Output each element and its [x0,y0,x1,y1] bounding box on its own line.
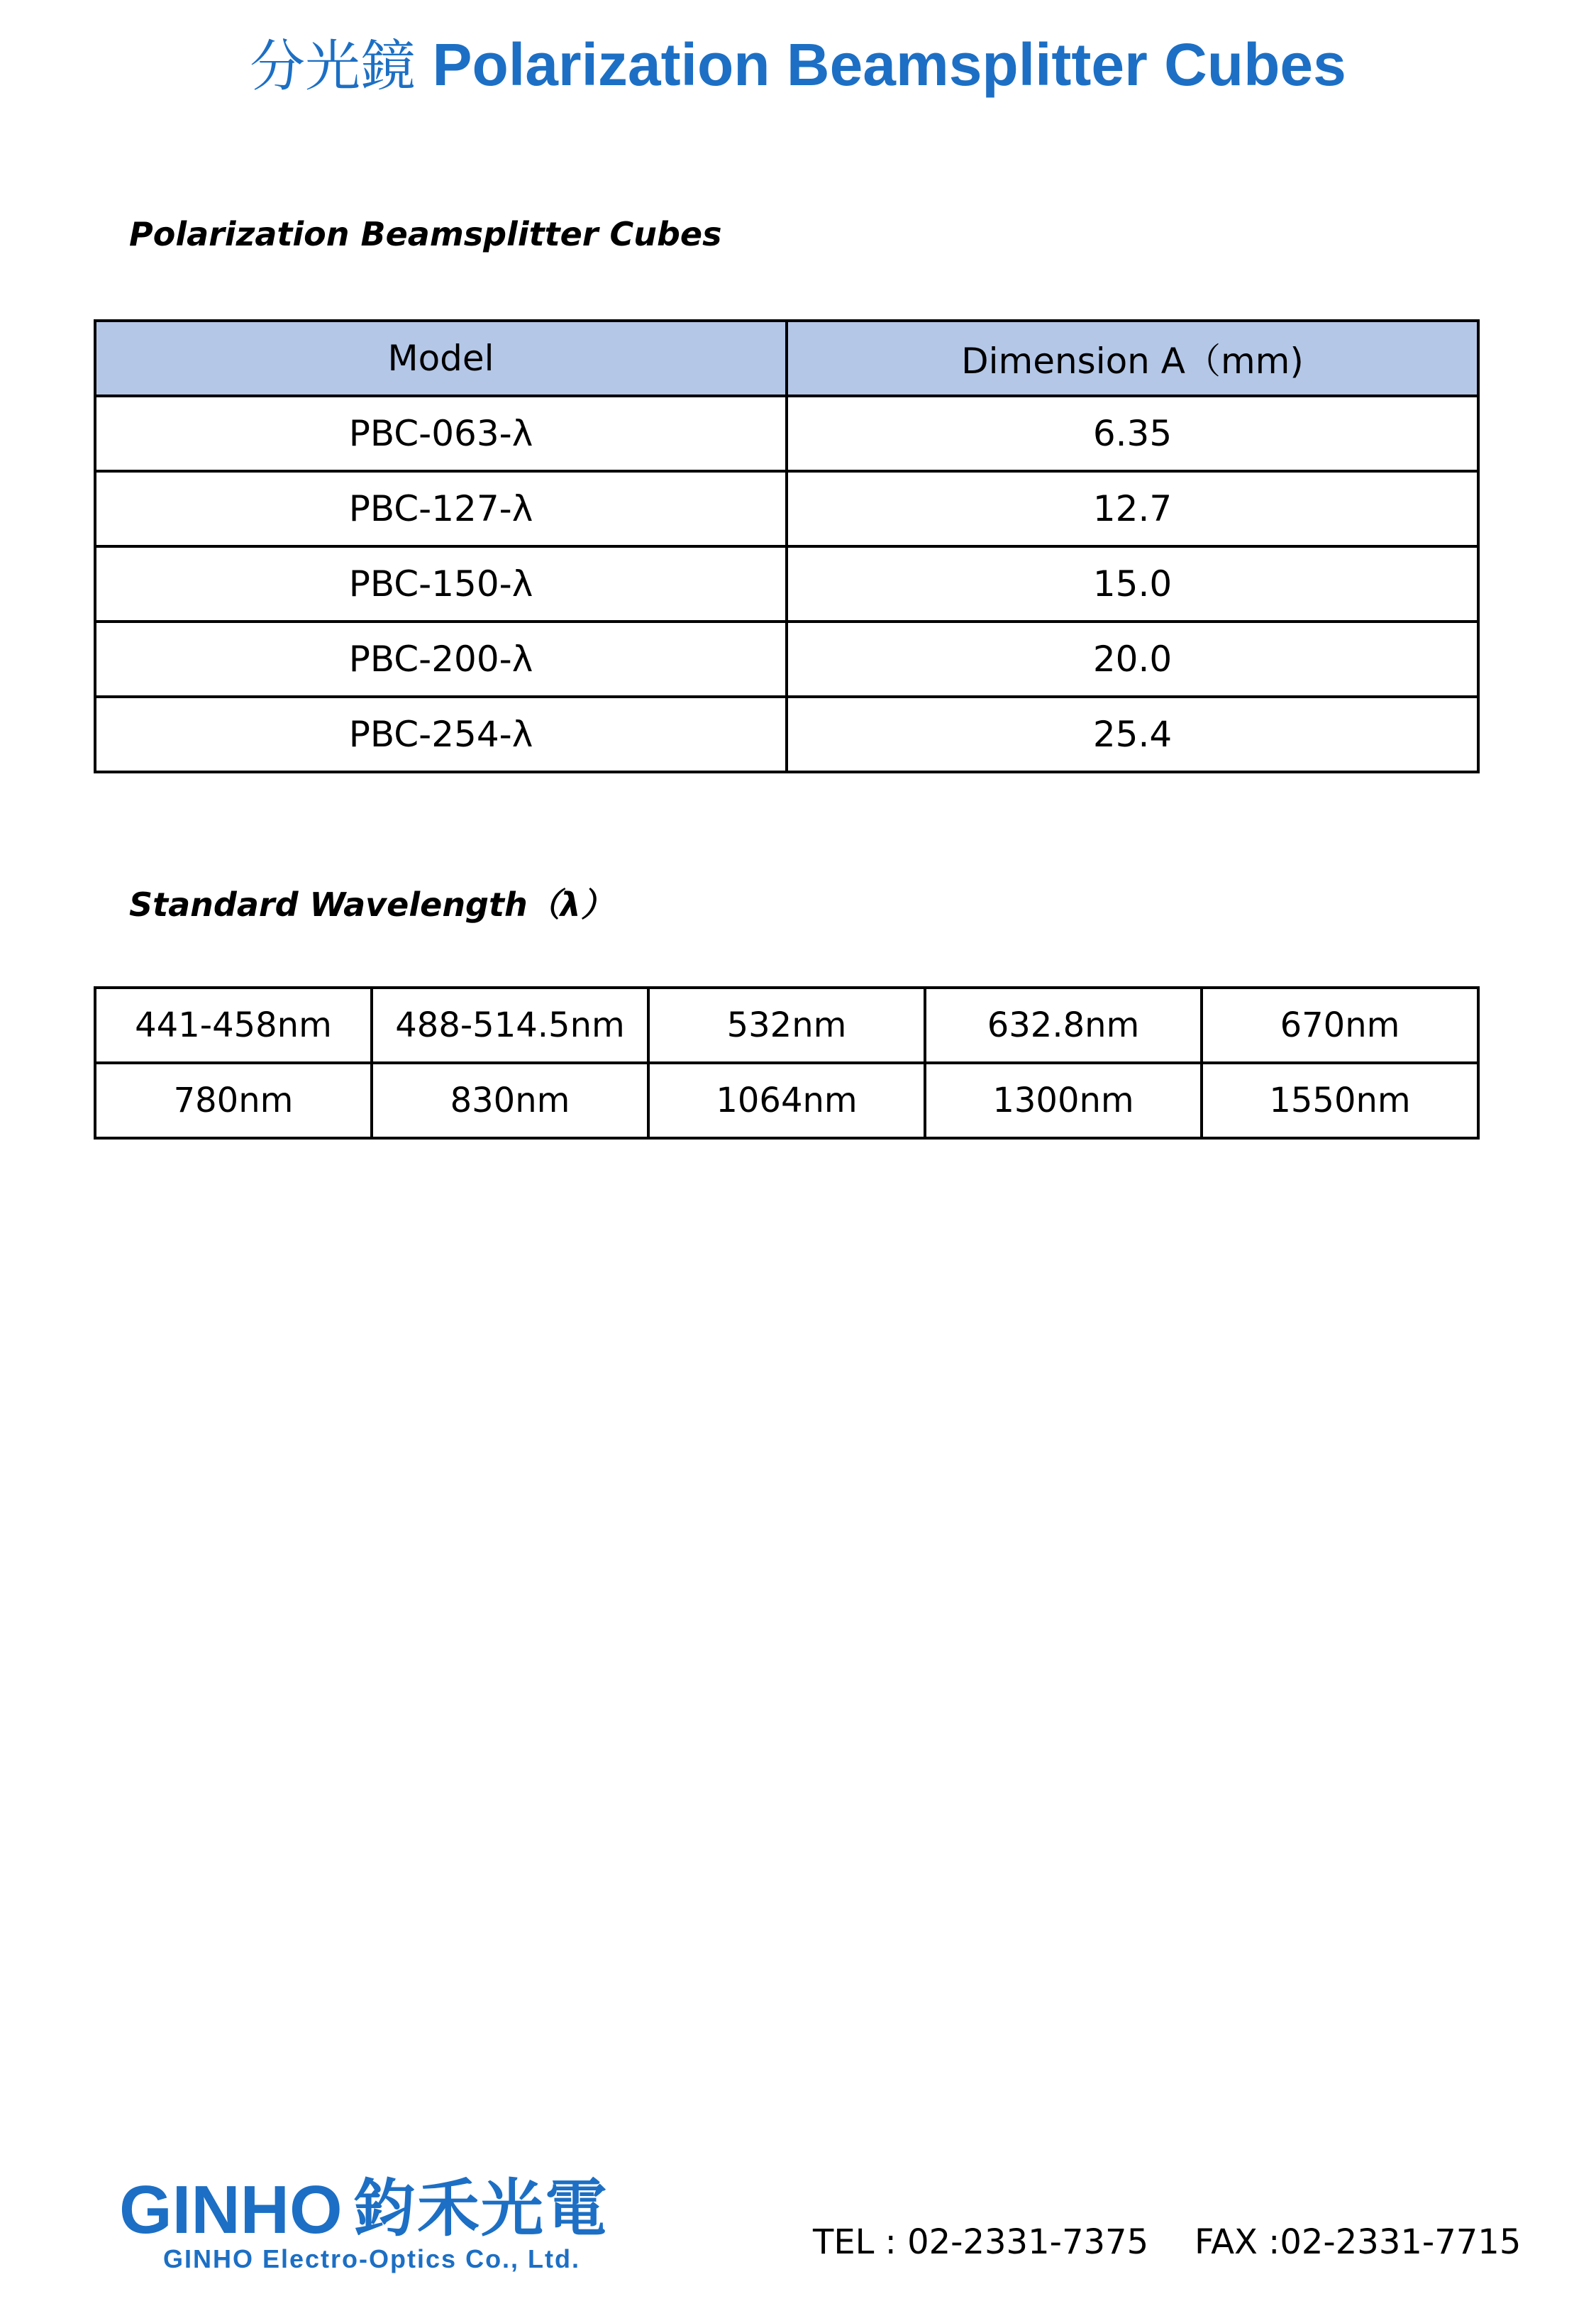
wavelength-cell: 670nm [1202,988,1478,1063]
logo-cjk-name: 鈞禾光電 [353,2172,609,2245]
fax-number: FAX :02-2331-7715 [1195,2222,1522,2262]
model-column-header: Model [95,321,787,396]
wavelength-cell: 1550nm [1202,1063,1478,1138]
dimension-cell: 6.35 [787,396,1478,471]
wavelength-cell: 830nm [372,1063,648,1138]
wavelength-cell: 1300nm [925,1063,1202,1138]
table-header-row [95,321,1478,396]
dimension-cell: 20.0 [787,622,1478,697]
table-row [95,471,1478,546]
model-cell: PBC-150-λ [95,546,787,622]
logo-wordmark: GINHO [119,2172,343,2248]
page-title-cjk: 分光鏡 [250,35,416,99]
dimension-column-header: Dimension A（mm) [787,321,1478,396]
dimension-cell: 12.7 [787,471,1478,546]
table-row [95,396,1478,471]
wavelength-table [94,986,1480,1140]
wavelength-cell: 632.8nm [925,988,1202,1063]
wavelength-cell: 488-514.5nm [372,988,648,1063]
table-row [95,988,1478,1063]
page-title-en: Polarization Beamsplitter Cubes [432,31,1346,98]
model-cell: PBC-254-λ [95,697,787,772]
wavelength-cell: 532nm [648,988,925,1063]
phone-number: TEL : 02-2331-7375 [813,2222,1149,2262]
dimension-section-heading: Polarization Beamsplitter Cubes [129,215,722,253]
dimension-table [94,319,1480,773]
wavelength-section-heading: Standard Wavelength（λ） [129,886,614,924]
table-row [95,697,1478,772]
page-title [0,26,1596,106]
dimension-cell: 25.4 [787,697,1478,772]
company-logo [119,2171,658,2278]
wavelength-cell: 780nm [95,1063,372,1138]
wavelength-cell: 441-458nm [95,988,372,1063]
wavelength-cell: 1064nm [648,1063,925,1138]
dimension-cell: 15.0 [787,546,1478,622]
table-row [95,546,1478,622]
model-cell: PBC-063-λ [95,396,787,471]
table-row [95,1063,1478,1138]
model-cell: PBC-200-λ [95,622,787,697]
logo-company-name: GINHO Electro-Optics Co., Ltd. [163,2244,581,2273]
table-row [95,622,1478,697]
model-cell: PBC-127-λ [95,471,787,546]
